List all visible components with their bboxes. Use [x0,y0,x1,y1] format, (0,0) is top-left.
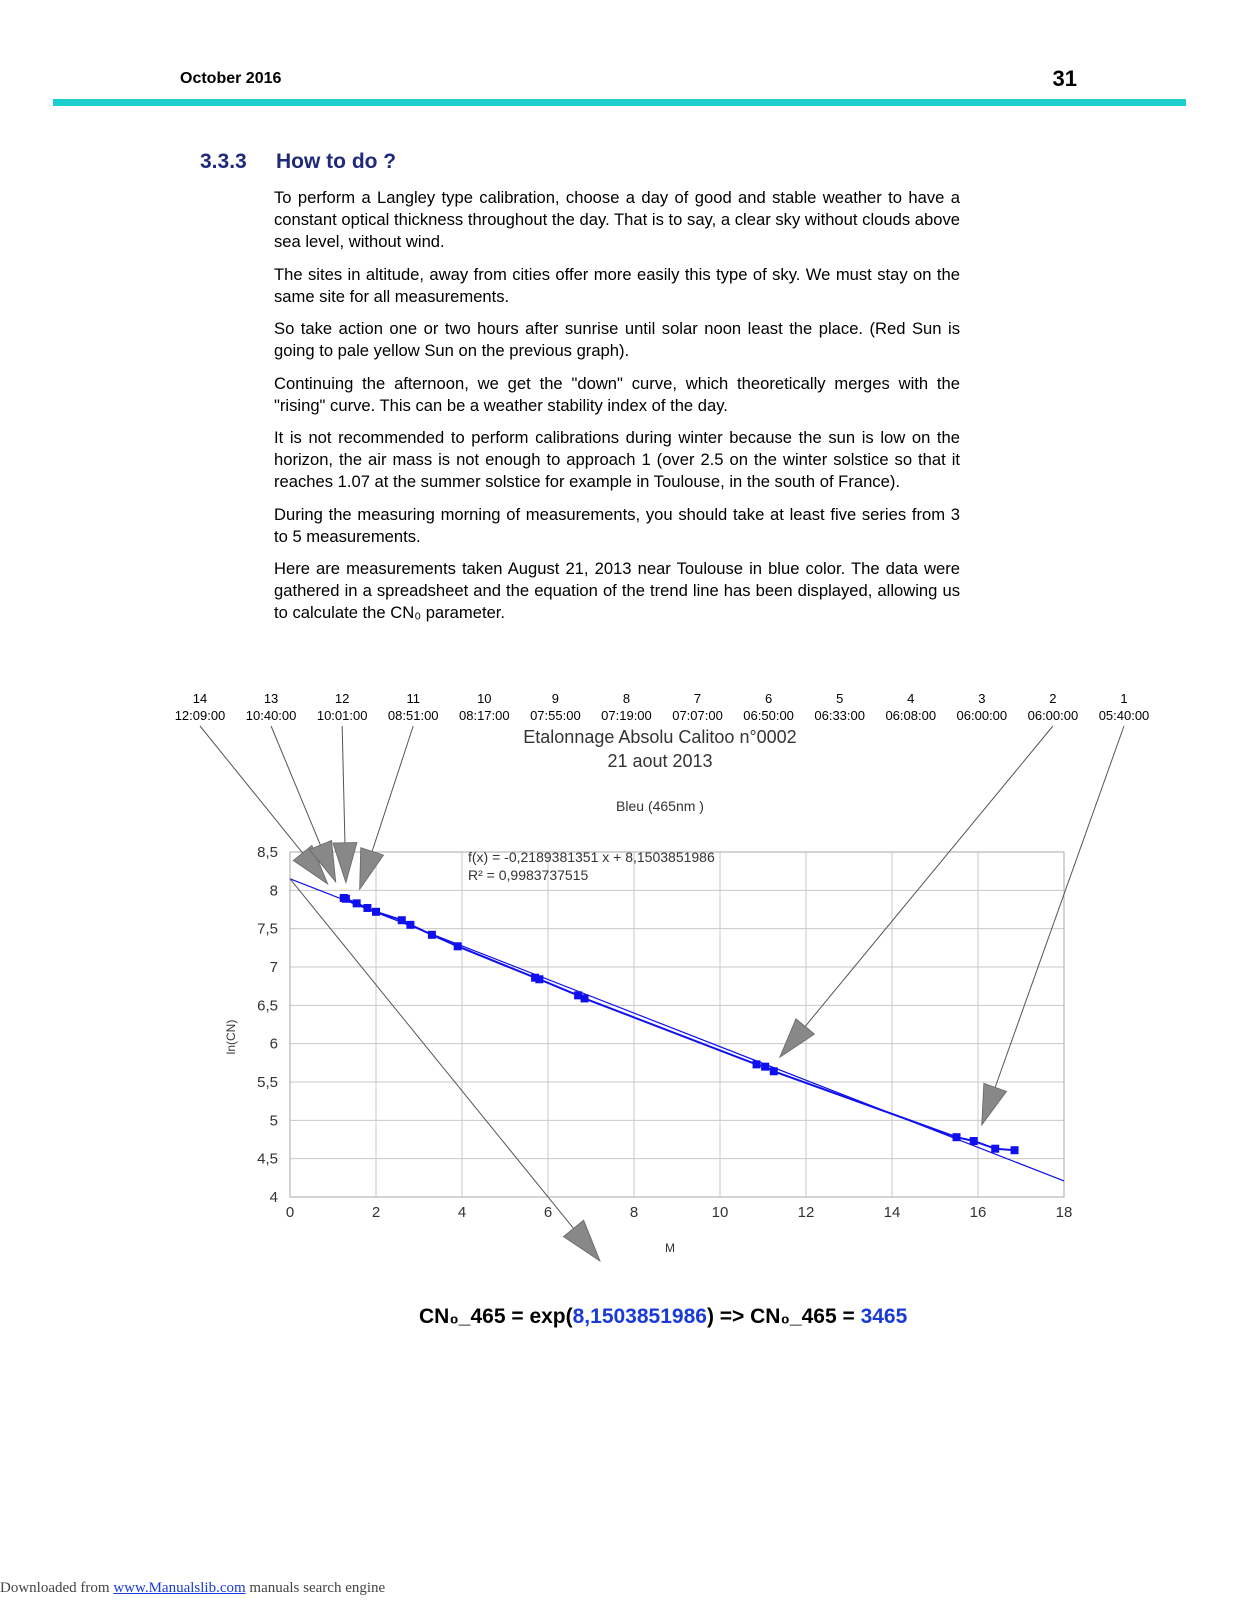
data-point [753,1060,761,1068]
measurement-time: 05:40:00 [1098,708,1150,723]
data-point [372,908,380,916]
x-tick-label: 16 [969,1204,987,1221]
paragraph: It is not recommended to perform calibrations during winter because the sun is low on the horizon, the air mass is not enough to approach 1 (over 2.5 on the winter solstice so that it reaches 1.07 at the summer solstice for example in Toulouse, in the south of France). [274,428,960,491]
x-tick-label: 14 [883,1204,901,1221]
measurement-time: 10:01:00 [316,708,368,723]
section-heading [200,150,396,174]
measurement-number: 4 [907,691,915,706]
data-point [454,942,462,950]
annotation-line [200,726,303,853]
annotation-arrowhead [360,848,384,890]
x-tick-label: 6 [543,1204,553,1221]
page-number: 31 [1052,66,1077,91]
data-series-line [344,898,1015,1150]
chart-subtitle: 21 aout 2013 [607,751,713,771]
measurement-number: 13 [263,691,279,706]
measurement-number: 14 [192,691,208,706]
footer [0,1580,385,1597]
y-tick-label: 6 [269,1035,278,1053]
measurement-number: 9 [551,691,560,706]
paragraph: Continuing the afternoon, we get the "down" curve, which theoretically merges with the "rising" curve. This can be a weather stability index of the day. [274,373,960,415]
chart-title: Etalonnage Absolu Calitoo n°0002 [523,727,797,747]
data-point [970,1137,978,1145]
measurement-time: 06:00:00 [1027,708,1079,723]
x-tick-label: 18 [1055,1204,1073,1221]
x-tick-label: 0 [285,1204,295,1221]
plot-frame [290,852,1064,1197]
formula-mid: ) => CN₀_465 = [706,1305,861,1328]
paragraph: During the measuring morning of measurements, you should take at least five series from 3 to 5 measurements. [274,504,960,546]
section-title: How to do ? [276,150,397,173]
data-point [363,904,371,912]
data-point [1011,1146,1019,1154]
paragraph: So take action one or two hours after sunrise until solar noon least the place. (Red Sun is going to pale yellow Sun on the previous graph). [274,319,960,360]
annotation-line [805,726,1053,1026]
measurement-number: 1 [1120,691,1128,706]
y-tick-label: 6,5 [257,997,278,1015]
footer-prefix: Downloaded from [0,1580,114,1596]
x-axis-label: M [665,1241,675,1255]
y-tick-label: 8,5 [257,844,278,861]
data-point [398,916,406,924]
header-date: October 2016 [180,70,282,87]
formula-lhs: CN₀_465 = exp( [419,1305,573,1328]
measurement-number: 12 [334,691,350,706]
data-point [406,921,414,929]
measurement-number: 6 [764,691,773,706]
measurement-time: 08:51:00 [387,708,439,723]
measurement-number: 3 [978,691,986,706]
intercept-arrowhead [563,1220,600,1261]
measurement-time: 08:17:00 [459,708,510,723]
data-point [581,994,589,1002]
formula-result: 3465 [860,1305,908,1328]
y-tick-label: 7 [269,959,278,976]
annotation-line [372,726,413,851]
cn0-formula [419,1305,907,1329]
annotation-line [342,726,345,843]
manualslib-link[interactable]: www.Manualslib.com [113,1580,246,1596]
measurement-time: 06:33:00 [814,708,865,723]
x-tick-label: 8 [629,1204,639,1221]
y-tick-label: 5,5 [257,1074,278,1091]
annotation-arrowhead [982,1083,1007,1125]
measurement-number: 5 [836,691,844,706]
measurement-number: 7 [693,691,702,706]
measurement-time: 06:50:00 [743,708,794,723]
annotation-arrowhead [333,842,357,882]
header-rule [53,99,1186,106]
trendline-r2: R² = 0,9983737515 [468,867,589,883]
section-number: 3.3.3 [200,150,247,173]
formula-value: 8,1503851986 [572,1305,707,1328]
data-point [761,1063,769,1071]
y-tick-label: 4,5 [257,1150,278,1168]
data-point [535,975,543,983]
measurement-time: 07:07:00 [672,708,723,723]
y-axis-label: ln(CN) [224,1019,238,1055]
measurement-time: 12:09:00 [174,708,226,723]
body-text [274,187,960,635]
series-label: Bleu (465nm ) [616,798,704,814]
x-tick-label: 2 [371,1204,381,1221]
data-point [770,1067,778,1075]
x-tick-label: 12 [797,1204,815,1221]
y-tick-label: 8 [269,882,278,900]
annotation-line [271,726,320,845]
footer-suffix: manuals search engine [245,1580,386,1596]
measurement-time: 10:40:00 [245,708,297,723]
measurement-time: 07:19:00 [601,708,652,723]
y-tick-label: 5 [269,1112,278,1130]
x-tick-label: 4 [457,1204,467,1221]
data-point [991,1145,999,1153]
x-tick-label: 10 [711,1204,729,1221]
langley-chart [0,690,1237,1270]
trendline-equation: f(x) = -0,2189381351 x + 8,1503851986 [468,849,715,865]
measurement-number: 10 [477,691,492,706]
paragraph: To perform a Langley type calibration, choose a day of good and stable weather to have a constant optical thickness throughout the day. That is to say, a clear sky without clouds above sea level, without wind. [274,188,960,251]
measurement-number: 2 [1049,691,1057,706]
measurement-number: 8 [622,691,631,706]
paragraph: The sites in altitude, away from cities offer more easily this type of sky. We must stay on the same site for all measurements. [274,264,960,306]
measurement-time: 06:00:00 [956,708,1008,723]
measurement-number: 11 [406,691,420,706]
trendline [290,879,1064,1181]
measurement-time: 07:55:00 [530,708,581,723]
data-point [953,1133,961,1141]
data-point [353,899,361,907]
measurement-time: 06:08:00 [885,708,937,723]
annotation-arrowhead [780,1019,815,1057]
y-tick-label: 4 [269,1189,278,1206]
paragraph: Here are measurements taken August 21, 2013 near Toulouse in blue color. The data were gathered in a spreadsheet and the equation of the trend line has been displayed, allowing us to calculate the CN₀ parameter. [274,559,960,622]
y-tick-label: 7,5 [257,920,278,938]
data-point [342,895,350,903]
annotation-line [995,726,1124,1087]
data-point [428,931,436,939]
